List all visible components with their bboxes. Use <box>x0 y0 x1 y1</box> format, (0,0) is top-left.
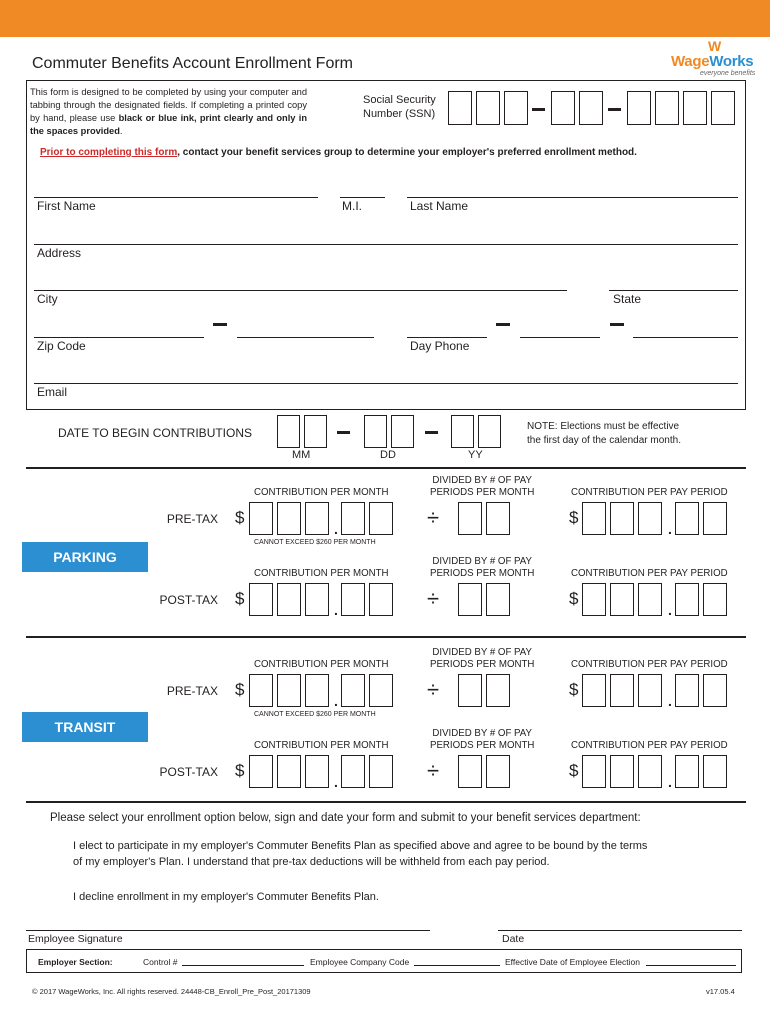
zip-ext-field[interactable] <box>237 337 374 338</box>
transit-posttax-per-pay-digit-box[interactable] <box>610 755 634 788</box>
first-name-label: First Name <box>37 199 96 213</box>
transit-pretax-per-pay-digit-box[interactable] <box>638 674 662 707</box>
ssn-digit-box[interactable] <box>579 91 603 125</box>
date-dash <box>337 431 350 434</box>
parking-pretax-per-pay-digit-box[interactable] <box>610 502 634 535</box>
logo-name: WageWorks <box>671 53 754 70</box>
intro-text: This form is designed to be completed by using your computer and tabbing through the designated fields. If completing a printed copy by hand, please use black or blue ink, print clearly and only in the spaces provided. <box>30 87 307 136</box>
logo-tagline: everyone benefits <box>700 70 756 77</box>
section-divider <box>26 467 746 469</box>
parking-pretax-dollar-icon: $ <box>235 508 245 527</box>
parking-pretax-decimal: . <box>334 521 338 537</box>
ssn-digit-box[interactable] <box>551 91 575 125</box>
ssn-dash <box>608 108 621 111</box>
yy-label: YY <box>468 449 483 461</box>
transit-badge: TRANSIT <box>22 712 148 742</box>
transit-posttax-per-pay-header: CONTRIBUTION PER PAY PERIOD <box>571 740 728 751</box>
ssn-digit-box[interactable] <box>655 91 679 125</box>
zip-dash <box>213 323 227 326</box>
transit-pretax-per-pay-digit-box[interactable] <box>703 674 727 707</box>
transit-pretax-per-pay-header: CONTRIBUTION PER PAY PERIOD <box>571 659 728 670</box>
ssn-digit-box[interactable] <box>476 91 500 125</box>
section-divider <box>26 636 746 638</box>
transit-posttax-per-pay-digit-box[interactable] <box>638 755 662 788</box>
transit-pretax-monthly-digit-box[interactable] <box>249 674 273 707</box>
parking-pretax-divided-header: DIVIDED BY # OF PAY PERIODS PER MONTH <box>430 475 535 498</box>
phone-dash <box>496 323 510 326</box>
mm-label: MM <box>292 449 311 461</box>
parking-pretax-monthly-digit-box[interactable] <box>305 502 329 535</box>
employer-section-label: Employer Section: <box>38 957 113 967</box>
effective-date-field[interactable] <box>646 965 736 966</box>
parking-posttax-divided-header: DIVIDED BY # OF PAY PERIODS PER MONTH <box>430 556 535 579</box>
ssn-digit-box[interactable] <box>711 91 735 125</box>
parking-pretax-monthly-digit-box[interactable] <box>249 502 273 535</box>
zip-label: Zip Code <box>37 339 86 353</box>
month-digit-box[interactable] <box>304 415 327 448</box>
transit-posttax-monthly-digit-box[interactable] <box>305 755 329 788</box>
parking-pretax-monthly-digit-box[interactable] <box>277 502 301 535</box>
parking-posttax-pay-periods-digit-box[interactable] <box>486 583 510 616</box>
transit-posttax-dollar-icon: $ <box>569 761 579 780</box>
day-phone-label: Day Phone <box>410 339 470 353</box>
parking-posttax-monthly-digit-box[interactable] <box>305 583 329 616</box>
transit-pretax-monthly-digit-box[interactable] <box>341 674 365 707</box>
control-label: Control # <box>143 957 178 967</box>
transit-pretax-decimal: . <box>668 693 672 709</box>
transit-pretax-monthly-digit-box[interactable] <box>305 674 329 707</box>
year-digit-box[interactable] <box>451 415 474 448</box>
parking-posttax-pay-periods-digit-box[interactable] <box>458 583 482 616</box>
version: v17.05.4 <box>706 987 735 996</box>
parking-pretax-cap-note: CANNOT EXCEED $260 PER MONTH <box>254 539 376 546</box>
day-digit-box[interactable] <box>364 415 387 448</box>
day-digit-box[interactable] <box>391 415 414 448</box>
zip-field[interactable] <box>34 337 204 338</box>
divide-icon: ÷ <box>427 677 440 702</box>
transit-pretax-pay-periods-digit-box[interactable] <box>458 674 482 707</box>
transit-pretax-dollar-icon: $ <box>569 680 579 699</box>
parking-pretax-pay-periods-digit-box[interactable] <box>458 502 482 535</box>
parking-pretax-per-pay-digit-box[interactable] <box>582 502 606 535</box>
parking-posttax-per-pay-digit-box[interactable] <box>675 583 699 616</box>
parking-posttax-per-pay-digit-box[interactable] <box>610 583 634 616</box>
transit-pretax-per-pay-digit-box[interactable] <box>610 674 634 707</box>
transit-posttax-monthly-digit-box[interactable] <box>369 755 393 788</box>
transit-pretax-monthly-digit-box[interactable] <box>277 674 301 707</box>
copyright: © 2017 WageWorks, Inc. All rights reserved. 24448-CB_Enroll_Pre_Post_20171309 <box>32 987 311 996</box>
parking-pretax-monthly-digit-box[interactable] <box>341 502 365 535</box>
parking-posttax-per-pay-header: CONTRIBUTION PER PAY PERIOD <box>571 568 728 579</box>
parking-pretax-decimal: . <box>668 521 672 537</box>
parking-pretax-dollar-icon: $ <box>569 508 579 527</box>
divide-icon: ÷ <box>427 505 440 530</box>
transit-pretax-cap-note: CANNOT EXCEED $260 PER MONTH <box>254 711 376 718</box>
first-name-field[interactable] <box>34 197 318 198</box>
date-dash <box>425 431 438 434</box>
parking-pretax-per-pay-digit-box[interactable] <box>675 502 699 535</box>
date-label: Date <box>502 933 525 945</box>
ssn-label: Social Security Number (SSN) <box>363 94 436 120</box>
ssn-dash <box>532 108 545 111</box>
header-bar <box>0 0 770 37</box>
parking-pretax-per-pay-header: CONTRIBUTION PER PAY PERIOD <box>571 487 728 498</box>
transit-posttax-per-pay-digit-box[interactable] <box>675 755 699 788</box>
parking-posttax-monthly-digit-box[interactable] <box>249 583 273 616</box>
transit-posttax-pay-periods-digit-box[interactable] <box>458 755 482 788</box>
transit-posttax-dollar-icon: $ <box>235 761 245 780</box>
parking-posttax-dollar-icon: $ <box>235 589 245 608</box>
transit-pretax-per-pay-digit-box[interactable] <box>582 674 606 707</box>
state-label: State <box>613 292 642 306</box>
parking-pretax-per-pay-digit-box[interactable] <box>703 502 727 535</box>
transit-pretax-pay-periods-digit-box[interactable] <box>486 674 510 707</box>
transit-posttax-label: POST-TAX <box>159 765 218 779</box>
effective-date-label: Effective Date of Employee Election <box>505 957 640 967</box>
transit-posttax-pay-periods-digit-box[interactable] <box>486 755 510 788</box>
date-begin-label: DATE TO BEGIN CONTRIBUTIONS <box>58 426 253 440</box>
phone-prefix-field[interactable] <box>520 337 600 338</box>
employee-signature-label: Employee Signature <box>28 933 123 945</box>
transit-posttax-monthly-digit-box[interactable] <box>249 755 273 788</box>
wageworks-logo <box>668 36 758 80</box>
transit-pretax-per-pay-digit-box[interactable] <box>675 674 699 707</box>
parking-pretax-per-month-header: CONTRIBUTION PER MONTH <box>254 487 389 498</box>
effective-note: NOTE: Elections must be effective the first day of the calendar month. <box>527 421 681 446</box>
parking-posttax-monthly-digit-box[interactable] <box>341 583 365 616</box>
transit-pretax-monthly-digit-box[interactable] <box>369 674 393 707</box>
parking-badge: PARKING <box>22 542 148 572</box>
city-field[interactable] <box>34 290 567 291</box>
year-digit-box[interactable] <box>478 415 501 448</box>
section-divider <box>26 801 746 803</box>
address-field[interactable] <box>34 244 738 245</box>
transit-pretax-per-month-header: CONTRIBUTION PER MONTH <box>254 659 389 670</box>
prior-notice-link: Prior to completing this form <box>40 147 178 158</box>
form-title: Commuter Benefits Account Enrollment Form <box>32 55 354 72</box>
email-field[interactable] <box>34 383 738 384</box>
parking-posttax-per-pay-digit-box[interactable] <box>638 583 662 616</box>
logo-mark-icon: W <box>708 38 722 54</box>
transit-pretax-divided-header: DIVIDED BY # OF PAY PERIODS PER MONTH <box>430 647 535 670</box>
last-name-label: Last Name <box>410 199 469 213</box>
control-field[interactable] <box>182 965 304 966</box>
transit-posttax-per-pay-digit-box[interactable] <box>703 755 727 788</box>
company-code-field[interactable] <box>414 965 500 966</box>
parking-pretax-per-pay-digit-box[interactable] <box>638 502 662 535</box>
transit-pretax-dollar-icon: $ <box>235 680 245 699</box>
transit-posttax-divided-header: DIVIDED BY # OF PAY PERIODS PER MONTH <box>430 728 535 751</box>
employee-signature-field[interactable] <box>26 930 430 931</box>
parking-posttax-monthly-digit-box[interactable] <box>369 583 393 616</box>
parking-posttax-decimal: . <box>668 602 672 618</box>
transit-posttax-per-month-header: CONTRIBUTION PER MONTH <box>254 740 389 751</box>
mi-field[interactable] <box>340 197 385 198</box>
address-label: Address <box>37 246 82 260</box>
ssn-digit-box[interactable] <box>448 91 472 125</box>
parking-posttax-per-pay-digit-box[interactable] <box>703 583 727 616</box>
transit-posttax-per-pay-digit-box[interactable] <box>582 755 606 788</box>
transit-posttax-monthly-digit-box[interactable] <box>341 755 365 788</box>
phone-area-field[interactable] <box>407 337 487 338</box>
transit-pretax-decimal: . <box>334 693 338 709</box>
parking-pretax-label: PRE-TAX <box>166 512 218 526</box>
parking-pretax-pay-periods-digit-box[interactable] <box>486 502 510 535</box>
transit-posttax-decimal: . <box>334 774 338 790</box>
prior-notice: Prior to completing this form, contact your benefit services group to determine your employer's preferred enrollment method. <box>40 147 637 158</box>
ssn-digit-box[interactable] <box>504 91 528 125</box>
parking-pretax-monthly-digit-box[interactable] <box>369 502 393 535</box>
state-field[interactable] <box>609 290 738 291</box>
mi-label: M.I. <box>342 199 362 213</box>
ssn-digit-box[interactable] <box>627 91 651 125</box>
divide-icon: ÷ <box>427 758 440 783</box>
parking-posttax-monthly-digit-box[interactable] <box>277 583 301 616</box>
month-digit-box[interactable] <box>277 415 300 448</box>
parking-posttax-per-pay-digit-box[interactable] <box>582 583 606 616</box>
transit-posttax-monthly-digit-box[interactable] <box>277 755 301 788</box>
transit-posttax-decimal: . <box>668 774 672 790</box>
parking-posttax-label: POST-TAX <box>159 593 218 607</box>
decline-option[interactable]: I decline enrollment in my employer's Commuter Benefits Plan. <box>73 891 379 903</box>
city-label: City <box>37 292 58 306</box>
divide-icon: ÷ <box>427 586 440 611</box>
date-field[interactable] <box>498 930 742 931</box>
dd-label: DD <box>380 449 396 461</box>
phone-dash <box>610 323 624 326</box>
company-code-label: Employee Company Code <box>310 957 410 967</box>
transit-pretax-label: PRE-TAX <box>166 684 218 698</box>
parking-posttax-per-month-header: CONTRIBUTION PER MONTH <box>254 568 389 579</box>
ssn-digit-box[interactable] <box>683 91 707 125</box>
last-name-field[interactable] <box>407 197 738 198</box>
email-label: Email <box>37 385 68 399</box>
phone-line-field[interactable] <box>633 337 738 338</box>
parking-posttax-decimal: . <box>334 602 338 618</box>
parking-posttax-dollar-icon: $ <box>569 589 579 608</box>
election-instruction: Please select your enrollment option below, sign and date your form and submit to your benefit services department: <box>50 812 641 824</box>
elect-option[interactable]: I elect to participate in my employer's Commuter Benefits Plan as specified above and agree to be bound by the terms of my employer's Plan. I understand that pre-tax deductions will be withheld from each pay period. <box>73 840 648 868</box>
